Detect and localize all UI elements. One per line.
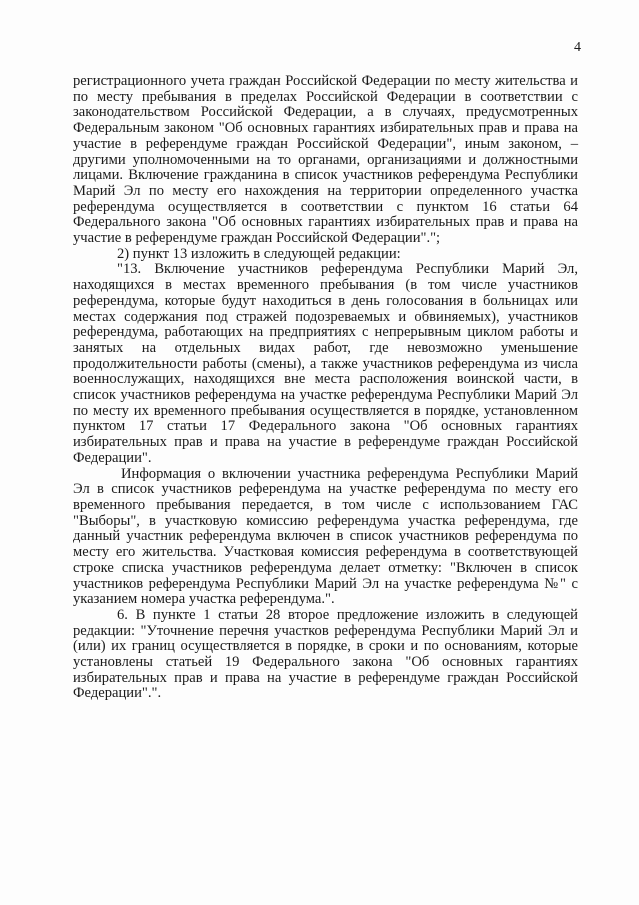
page-number: 4 xyxy=(574,40,581,55)
paragraph-item-6: 6. В пункте 1 статьи 28 второе предложение изложить в следующей редакции: "Уточнение перечня участков референдума Республики Марий Эл и (или) их границ осуществляется в порядке, в сроки и по основаниям, которые установлены статьей 19 Федерального закона "Об основных гарантиях избирательных прав и права на участие в референдуме граждан Российской Федерации".". xyxy=(73,606,578,702)
paragraph-continuation: регистрационного учета граждан Российской Федерации по месту жительства и по месту пребывания в пределах Российской Федерации в соответствии с законодательством Российской Федерации, а в случаях, предусмотренных Федеральным законом "Об основных гарантиях избирательных прав и права на участие в референдуме граждан Российской Федерации", иным законом, – другими уполномоченными на то органами, организациями и должностными лицами. Включение гражданина в список участников референдума Республики Марий Эл по месту его нахождения на территории определенного участка референдума осуществляется в соответствии с пунктом 16 статьи 64 Федерального закона "Об основных гарантиях избирательных прав и права на участие в референдуме граждан Российской Федерации"."; xyxy=(73,73,578,247)
document-body xyxy=(73,74,578,702)
paragraph-information: Информация о включении участника референдума Республики Марий Эл в список участников референдума на участке референдума по месту его временного пребывания передается, в том числе с использованием ГАС "Выборы", в участковую комиссию референдума участка референдума, где данный участник референдума включен в список участников референдума по месту его жительства. Участковая комиссия референдума в соответствующей строке списка участников референдума делает отметку: "Включен в список участников референдума Республики Марий Эл на участке референдума №" с указанием номера участка референдума.". xyxy=(73,465,578,608)
paragraph-item-2: 2) пункт 13 изложить в следующей редакции: xyxy=(117,245,401,262)
paragraph-point-13: "13. Включение участников референдума Республики Марий Эл, находящихся в местах временного пребывания (в том числе участников референдума, которые будут находиться в день голосования в больницах или местах содержания под стражей подозреваемых и обвиняемых), участников референдума, работающих на предприятиях с непрерывным циклом работы и занятых на отдельных видах работ, где невозможно уменьшение продолжительности работы (смены), а также участников референдума из числа военнослужащих, находящихся вне места расположения воинской части, в список участников референдума на участке референдума Республики Марий Эл по месту их временного пребывания осуществляется в порядке, установленном пунктом 17 статьи 17 Федерального закона "Об основных гарантиях избирательных прав и права на участие в референдуме граждан Российской Федерации". xyxy=(73,261,578,466)
